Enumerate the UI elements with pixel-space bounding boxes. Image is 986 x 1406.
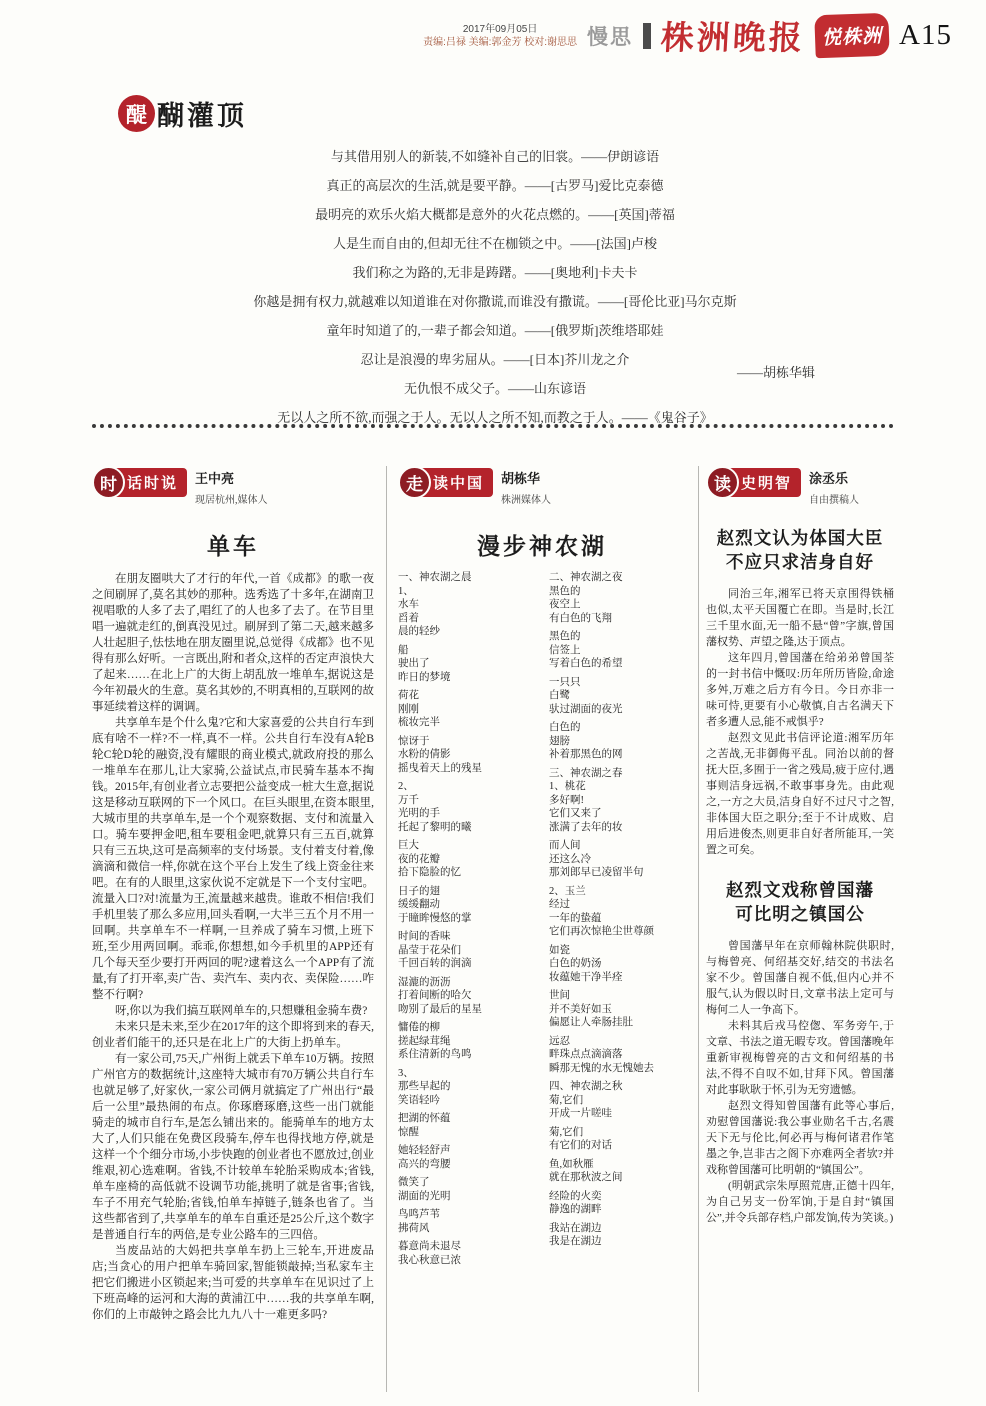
essay-paragraph: 当废品站的大妈把共享单车扔上三轮车,开进废品店;当贪心的用户把单车骑回家,智能锁敲掉;当私家车主把它们搬进小区锁起来;当可爱的共享单车在见识过了上下班高峰的运河和大海的黄浦江中……我的共享单车啊,你们的上市敲钟之路会比九九八十一难更多吗?	[92, 1245, 374, 1321]
column1-title: 单车	[207, 534, 259, 559]
poem-line: 翅膀	[549, 735, 570, 747]
column1-body	[92, 571, 374, 1323]
quote-line: 人是生而自由的,但却无往不在枷锁之中。——[法国]卢梭	[333, 236, 657, 251]
poem-line: 黑色的	[549, 631, 581, 642]
badge-circle-icon: 时	[92, 466, 125, 499]
poem-line: 托起了黎明的曦	[398, 821, 472, 833]
poem-line: 摇曳着天上的残星	[398, 762, 482, 774]
poem-line: 那刘郎早已凌留半句	[549, 867, 644, 878]
history-paragraph: 这年四月,曾国藩在给弟弟曾国荃的一封书信中慨叹:历年所历皆险,命途多舛,万难之后方有今日。今日亦非一味可恃,更要有小心敬慎,自古名满天下者多遭人忌,能不戒惧乎?	[706, 652, 894, 728]
poem-line: 水车	[398, 599, 419, 610]
column2-author-desc: 株洲媒体人	[501, 495, 552, 506]
poem-line: 把湖的怀蕴	[398, 1113, 451, 1124]
poem-line: 惊讶于	[398, 735, 430, 747]
poem-left-column	[398, 571, 535, 1267]
poem-line: 2、	[398, 781, 414, 792]
poem-line: 三、神农湖之春	[549, 767, 623, 779]
essay-paragraph: 在朋友圈哄大了才行的年代,一首《成都》的歌一夜之间刷屏了,莫名其妙的那种。选秀选了十多年,在湖南卫视唱歌的人多了去了,唱红了的人也多了去了。在节目里唱一遍就走红的,倒真没见过。刷屏到了第二天,越来越多人壮起胆子,怯怯地在朋友圈里说,总觉得《成都》也不见得有那么好听。一言既出,附和者众,这样的否定声浪快大了起来……在北上广的大街上胡乱放一堆单车,据说这是今年初最火的生意。莫名其妙的,不明真相的,互联网的故事延续着这样的调调。	[92, 573, 374, 713]
column3-badge-label: 史明智	[726, 468, 801, 497]
quotes-list	[95, 142, 895, 432]
poem-line: 湿漉的沥沥	[398, 976, 451, 988]
poem-line: 多好啊!	[549, 794, 584, 806]
history-paragraph: (明朝武宗朱厚照荒唐,正德十四年,为自己另支一份军饷,于是自封“镇国公”,并令兵部存档,户部发饷,传为笑谈。)	[706, 1180, 894, 1224]
poem-line: 信签上	[549, 644, 581, 656]
title-line: 不应只求洁身自好	[726, 552, 874, 572]
poem-line: 鱼,如秋雁	[549, 1158, 594, 1170]
divider-bar	[643, 23, 651, 49]
essay-paragraph: 有一家公司,75天,广州街上就丢下单车10万辆。按照广州官方的数据统计,这座特大城市有70万辆公共自行车也就足够了,好家伙,一家公司俩月就搞定了广州出行“最后一公里”最热闹的布点。你琢磨琢磨,这些一出门就能骑走的城市自行车,是怎么铺出来的。能骑单车的地方太大了,人们只能在免费区段骑车,停车也得找地方停,就是这样一个个细分市场,小步快跑的创业者也不愿放过,创业维艰,初心选难啊。省钱,不计较单车轮胎采购成本;省钱,单车座椅的高低就不设调节功能,挑明了就是省事;省钱,车子不用充气轮胎;省钱,怕单车掉链子,链条也省了。当这些都省到了,共享单车的单车自重还是25公斤,这个数字是普通自行车的两倍,是专业公路车的三四倍。	[92, 1053, 374, 1241]
poem-line: 缓缓翻动	[398, 899, 440, 910]
poem-line: 梳妆完半	[398, 717, 440, 728]
poem-line: 经过	[549, 899, 570, 910]
poem-line: 鸟鸣芦苇	[398, 1209, 440, 1220]
column2-byline	[501, 466, 551, 506]
poem-line: 于瞳眸慢悠的掌	[398, 912, 472, 924]
poem-line: 昨日的梦境	[398, 671, 451, 683]
page-number: A15	[899, 19, 952, 51]
column1-author-desc: 现居杭州,媒体人	[195, 495, 268, 506]
history-article2-body	[706, 938, 894, 1226]
column2-header	[398, 466, 686, 512]
poem-line: 瞬那无愧的水无愧她去	[549, 1062, 654, 1074]
header-info	[423, 23, 577, 49]
title-line: 可比明之镇国公	[735, 904, 865, 924]
quote-line: 与其借用别人的新装,不如缝补自己的旧裳。——伊朗谚语	[330, 149, 660, 164]
poem-line: 暮意尚未退尽	[398, 1241, 461, 1252]
poem-line: 开成一片嗟哇	[549, 1108, 612, 1119]
poem-line: 静逸的湖畔	[549, 1204, 602, 1215]
brand-stamp-icon: 悦株洲	[814, 13, 889, 59]
poem-line: 妆蕴她干净半痊	[549, 971, 623, 983]
history-paragraph: 曾国藩早年在京师翰林院供职时,与梅曾亮、何绍基交好,结交的书法名家不少。曾国藩自视不低,但内心并不服气,认为假以时日,文章书法上定可与梅何二人一争高下。	[706, 940, 894, 1016]
poem-line: 水粉的倩影	[398, 749, 451, 760]
poem-line: 高兴的弯腰	[398, 1158, 451, 1170]
poem-line: 微笑了	[398, 1177, 430, 1188]
poem-line: 光明的手	[398, 808, 440, 819]
quotes-section-header	[118, 94, 247, 133]
poem-line: 一、神农湖之晨	[398, 572, 472, 583]
badge-circle-icon: 读	[706, 466, 739, 499]
poem-line: 驮过湖面的夜光	[549, 703, 623, 715]
poem-line: 夜的花瓣	[398, 853, 440, 865]
poem-line: 如瓷	[549, 944, 570, 956]
quote-line: 无以人之所不欲,而强之于人。无以人之所不知,而教之于人。——《鬼谷子》	[277, 410, 713, 425]
poem-line: 经险的火奕	[549, 1190, 602, 1202]
poem-line: 四、神农湖之秋	[549, 1081, 623, 1092]
poem-line: 系住清新的鸟鸣	[398, 1049, 472, 1060]
quote-line: 真正的高层次的生活,就是要平静。——[古罗马]爱比克泰德	[326, 178, 664, 193]
poem-line: 刚刚	[398, 703, 419, 715]
column-essay	[92, 460, 374, 1396]
poem-line: 慵倦的柳	[398, 1022, 440, 1033]
history-paragraph: 赵烈文得知曾国藩有此等心事后,劝慰曾国藩说:我公事业勋名千古,名震天下无与伦比,何必再与梅何诸君作笔墨之争,岂非古之阁下亦难两全者欤?并戏称曾国藩可比明朝的“镇国公”。	[706, 1100, 894, 1176]
poem-line: 那些早起的	[398, 1081, 451, 1092]
editor-credits: 责编:吕禄 美编:郭金芳 校对:谢思思	[423, 36, 578, 48]
poem-line: 白色的奶汤	[549, 958, 602, 969]
poem-line: 白色的	[549, 722, 581, 733]
section-name: 慢思	[587, 25, 634, 49]
poem-line: 补着那黑色的网	[549, 749, 623, 760]
history-paragraph: 未料其后戎马倥偬、军务旁午,于文章、书法之道无暇专攻。曾国藩晚年重新审视梅曾亮的古文和何绍基的书法,不得不自叹不如,甘拜下风。曾国藩对此事耿耿于怀,引为无穷遗憾。	[706, 1020, 894, 1096]
poem-line: 就在那秋波之间	[549, 1172, 623, 1183]
poem-line: 远忍	[549, 1035, 570, 1047]
column2-author: 胡栋华	[501, 471, 541, 486]
history-article1-body	[706, 586, 894, 858]
poem-line: 船	[398, 644, 409, 656]
column3-byline	[809, 466, 859, 506]
history-article1-title	[706, 526, 894, 574]
poem-line: 打着间断的哈欠	[398, 990, 472, 1001]
poem-line: 有它们的对话	[549, 1140, 612, 1151]
poem-line: 偏愿让人牵肠挂肚	[549, 1017, 633, 1028]
history-paragraph: 同治三年,湘军已将天京围得铁桶也似,太平天国覆亡在即。当是时,长江三千里水面,无一船不悬“曾”字旗,曾国藩权势、声望之隆,达于顶点。	[706, 588, 894, 648]
column-divider	[698, 466, 699, 1392]
poem-line: 并不美好如玉	[549, 1003, 612, 1015]
column1-byline	[195, 466, 268, 506]
poem-line: 她轻轻舒声	[398, 1145, 451, 1156]
column1-badge-label: 话时说	[112, 468, 187, 497]
poem-line: 湖面的光明	[398, 1190, 451, 1202]
history-paragraph: 赵烈文见此书信评论道:湘军历年之苦战,无非御侮平乱。同治以前的督抚大臣,多囿于一省之残局,疲于应付,遇事则洁身远祸,不敢事事身先。由此观之,一方之大员,洁身自好不过尺寸之智,非体国大臣之职分;至于不计成败、启用后进俊杰,则更非自好者所能耳,一笑置之可矣。	[706, 732, 894, 856]
section-badge-icon: 醍	[118, 95, 155, 132]
poem-line: 3、	[398, 1067, 414, 1079]
essay-paragraph: 共享单车是个什么鬼?它和大家喜爱的公共自行车到底有啥不一样?不一样,真不一样。公共自行车没有A轮B轮C轮D轮的融资,没有耀眼的商业模式,就政府投的那么一堆单车在那儿,让大家骑,公益试点,市民骑车基本不掏钱。2015年,有创业者立志要把公益变成一桩大生意,据说这是移动互联网的下一个风口。在巨头眼里,在资本眼里,大城市里的共享单车,是一个个观察数据、支付和流量入口。骑车要押金吧,租车要租金吧,就算只有三五百,就算只有三五块,这可是高频率的支付场景。支付着支付着,像滴滴和微信一样,你就在这个平台上发生了线上资金往来吧。在有的人眼里,这家伙说不定就是下一个支付宝吧。流量入口?对!流量为王,流量越来越贵。谁敢不相信!我们手机里装了那么多应用,回头看啊,一大半三五个月不用一回啊。共享单车不一样啊,一旦养成了骑车习惯,上班下班,至少用两回啊。乖乖,你想想,如今手机里的APP还有几个每天至少要打开两回的呢?逮着这么一个APP有了流量,有了打开率,卖广告、卖汽车、卖内衣、卖保险……咋整不行啊?	[92, 717, 374, 1001]
poem-line: 畔珠点点滴滴落	[549, 1049, 623, 1060]
poem-line: 黑色的	[549, 585, 581, 597]
poem-line: 涨满了去年的妆	[549, 821, 623, 833]
history-article2-title	[706, 878, 894, 926]
poem-line: 菊,它们	[549, 1126, 584, 1138]
poem-line: 我是在湖边	[549, 1236, 602, 1247]
column3-author: 涂丞乐	[809, 471, 849, 486]
poem-line: 驶出了	[398, 658, 430, 669]
poem-line: 晨的轻纱	[398, 626, 440, 637]
poem-line: 拂荷风	[398, 1222, 430, 1234]
poem-line: 日子的翅	[398, 885, 440, 897]
column-poem	[398, 460, 686, 1396]
poem-line: 2、玉兰	[549, 885, 586, 897]
poem-line: 吻别了最后的星星	[398, 1003, 482, 1015]
poem-line: 写着白色的希望	[549, 658, 623, 669]
column-divider	[386, 466, 387, 1392]
column-history	[706, 460, 894, 1396]
column3-header	[706, 466, 894, 512]
quote-line: 无仇恨不成父子。——山东谚语	[403, 381, 586, 396]
column1-header	[92, 466, 374, 512]
poem-columns	[398, 571, 686, 1267]
column1-author: 王中亮	[195, 471, 235, 486]
poem-line: 巨大	[398, 840, 419, 851]
poem-line: 笑语轻吟	[398, 1094, 440, 1106]
poem-line: 拾下隐脸的忆	[398, 867, 461, 878]
poem-line: 白鹭	[549, 690, 570, 701]
badge-circle-icon: 走	[398, 466, 431, 499]
poem-line: 我心秋意已浓	[398, 1254, 461, 1266]
poem-line: 千回百转的润滴	[398, 958, 472, 969]
column3-badge	[706, 466, 801, 499]
poem-line: 惊醒	[398, 1126, 419, 1138]
column2-badge-label: 读中国	[418, 468, 493, 497]
essay-paragraph: 呀,你以为我们搞互联网单车的,只想赚租金骑车费?	[115, 1005, 368, 1017]
title-line: 赵烈文戏称曾国藩	[726, 880, 874, 900]
quotes-attribution: ——胡栋华辑	[736, 365, 815, 380]
poem-line: 菊,它们	[549, 1094, 584, 1106]
poem-line: 而人间	[549, 840, 581, 851]
poem-line: 我站在湖边	[549, 1222, 602, 1234]
poem-line: 荷花	[398, 690, 419, 701]
quote-line: 忍让是浪漫的卑劣屈从。——[日本]芥川龙之介	[360, 352, 630, 367]
dotted-divider	[92, 424, 894, 428]
quotes-section-title: 醐灌顶	[157, 101, 247, 131]
newspaper-masthead: 株洲晚报	[659, 21, 806, 57]
poem-line: 一年的蛰蕴	[549, 912, 602, 924]
quote-line: 最明亮的欢乐火焰大概都是意外的火花点燃的。——[英国]蒂福	[315, 207, 675, 222]
poem-line: 1、桃花	[549, 781, 586, 792]
poem-line: 时间的香味	[398, 931, 451, 942]
essay-paragraph: 未来只是未来,至少在2017年的这个即将到来的春天,创业者们能干的,还只是在北上广的大街上扔单车。	[92, 1021, 374, 1049]
column2-badge	[398, 466, 493, 499]
column1-badge	[92, 466, 187, 499]
poem-line: 二、神农湖之夜	[549, 572, 623, 583]
title-line: 赵烈文认为体国大臣	[716, 528, 884, 548]
poem-right-column	[549, 571, 686, 1267]
page-header	[423, 12, 952, 59]
column3-author-desc: 自由撰稿人	[809, 495, 860, 506]
poem-line: 舀着	[398, 612, 419, 624]
poem-line: 它们又来了	[549, 808, 602, 819]
quote-line: 童年时知道了的,一辈子都会知道。——[俄罗斯]茨维塔耶娃	[326, 323, 664, 338]
poem-line: 晶莹于花朵们	[398, 944, 461, 956]
quote-line: 我们称之为路的,无非是踌躇。——[奥地利]卡夫卡	[352, 265, 638, 280]
poem-line: 还这么冷	[549, 853, 591, 865]
quote-line: 你越是拥有权力,就越难以知道谁在对你撒谎,而谁没有撒谎。——[哥伦比亚]马尔克斯	[253, 294, 737, 309]
poem-line: 有白色的飞翔	[549, 612, 612, 624]
poem-line: 夜空上	[549, 599, 581, 610]
poem-line: 世间	[549, 990, 570, 1001]
column2-title: 漫步神农湖	[477, 534, 607, 559]
poem-line: 1、	[398, 585, 414, 597]
poem-line: 搓起绿茸绳	[398, 1035, 451, 1047]
poem-line: 一只只	[549, 676, 581, 688]
poem-line: 万千	[398, 794, 419, 806]
poem-line: 它们再次惊艳尘世尊颜	[549, 926, 654, 937]
issue-date: 2017年09月05日	[462, 23, 538, 35]
